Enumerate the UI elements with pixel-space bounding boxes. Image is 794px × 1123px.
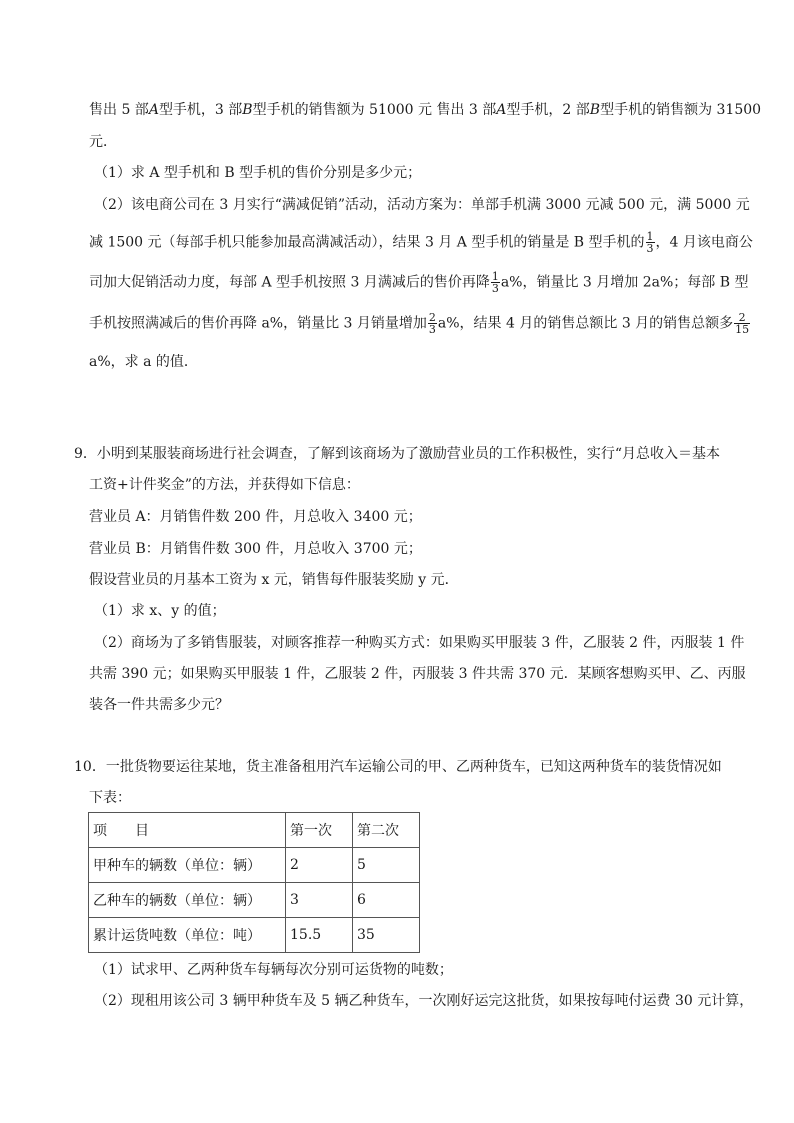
table-header-cell: 第二次 [353,813,420,848]
q9-line-4: 营业员 B：月销售件数 300 件，月总收入 3700 元； [89,541,422,557]
fraction-denominator: 15 [735,323,750,336]
fraction-numerator: 1 [646,230,654,243]
fraction-numerator: 1 [491,270,499,283]
q8-p2l4-mid: a%，结果 4 月的销售总额比 3 月的销售总额多 [437,315,734,332]
fraction [491,271,500,294]
q8-p2l4-text: 手机按照满减后的售价再降 a%，销量比 3 月销量增加 [89,315,427,332]
fraction [734,312,750,335]
q9-line-5: 假设营业员的月基本工资为 x 元，销售每件服装奖励 y 元． [89,572,459,588]
table-cell: 甲种车的辆数（单位：辆） [89,848,286,883]
q8-p2l2-tail: ，4 月该电商公 [655,234,753,251]
table-header-cell: 第一次 [286,813,353,848]
q10-line-2: 下表： [89,790,131,806]
q8-line1-part-a: 售出 5 部 [89,102,149,118]
table-row [89,918,420,953]
var-B: B [242,102,253,118]
q8-line1-part-b: 型手机，3 部 [158,102,243,118]
table-cell: 6 [353,883,420,918]
fraction-numerator: 2 [734,312,750,324]
q8-line-2: 元． [89,134,117,150]
table-row [89,883,420,918]
table-cell: 5 [353,848,420,883]
q10-line-1: 10．一批货物要运往某地，货主准备租用汽车运输公司的甲、乙两种货车，已知这两种货车的装货情况如 [74,759,722,775]
q8-part-2-line-3 [89,271,748,294]
q8-line1-part-d: 型手机，2 部 [506,102,590,118]
q8-p2l3-text: 司加大促销活动力度，每部 A 型手机按照 3 月满减后的售价再降 [89,274,490,291]
var-A: A [496,102,507,118]
freight-table [88,812,420,953]
q8-part-2-line-2 [89,231,753,254]
fraction [646,231,655,254]
q9-line-1: 9．小明到某服装商场进行社会调查，了解到该商场为了激励营业员的工作积极性，实行“月总收入＝基本 [74,446,721,462]
table-cell: 累计运货吨数（单位：吨） [89,918,286,953]
fraction-denominator: 3 [646,242,654,255]
q9-part-2-line-3: 装各一件共需多少元？ [89,697,229,713]
q9-part-2-line-1: （2）商场为了多销售服装，对顾客推荐一种购买方式：如果购买甲服装 3 件，乙服装 2 件，丙服装 1 件 [94,635,745,651]
q8-part-2-line-4 [89,312,751,335]
fraction-denominator: 3 [491,282,499,295]
q8-line-1 [89,100,761,120]
var-A: A [148,102,159,118]
table-cell: 3 [286,883,353,918]
q8-part-2-line-1: （2）该电商公司在 3 月实行“满减促销”活动，活动方案为：单部手机满 3000 元减 500 元，满 5000 元 [94,197,750,213]
q9-part-2-line-2: 共需 390 元；如果购买甲服装 1 件，乙服装 2 件，丙服装 3 件共需 370 元．某顾客想购买甲、乙、丙服 [89,666,746,682]
table-cell: 2 [286,848,353,883]
q8-p2l2-text: 减 1500 元（每部手机只能参加最高满减活动），结果 3 月 A 型手机的销量是 B 型手机的 [89,234,645,251]
q9-line-2: 工资+计件奖金”的方法，并获得如下信息： [89,477,360,493]
q9-line-3: 营业员 A：月销售件数 200 件，月总收入 3400 元； [89,509,422,525]
table-cell: 15.5 [286,918,353,953]
q9-part-1: （1）求 x、y 的值； [94,603,226,619]
table-header-cell: 项 目 [89,813,286,848]
fraction-denominator: 3 [428,323,436,336]
fraction-numerator: 2 [428,311,436,324]
fraction [428,312,437,335]
table-header-row [89,813,420,848]
q8-line1-part-c: 型手机的销售额为 51000 元 售出 3 部 [252,102,497,118]
var-B: B [589,102,601,118]
q8-p2l3-tail: a%，销量比 3 月增加 2a%；每部 B 型 [500,274,749,291]
q10-part-2: （2）现租用该公司 3 辆甲种货车及 5 辆乙种货车，一次刚好运完这批货，如果按每吨付运费 30 元计算， [94,993,754,1009]
q8-line1-part-e: 型手机的销售额为 31500 [600,102,762,118]
q8-part-2-line-5: a%，求 a 的值． [89,354,198,370]
q10-part-1: （1）试求甲、乙两种货车每辆每次分别可运货物的吨数； [94,962,453,978]
q8-part-1: （1）求 A 型手机和 B 型手机的售价分别是多少元； [94,165,422,181]
table-cell: 35 [353,918,420,953]
table-cell: 乙种车的辆数（单位：辆） [89,883,286,918]
table-row [89,848,420,883]
